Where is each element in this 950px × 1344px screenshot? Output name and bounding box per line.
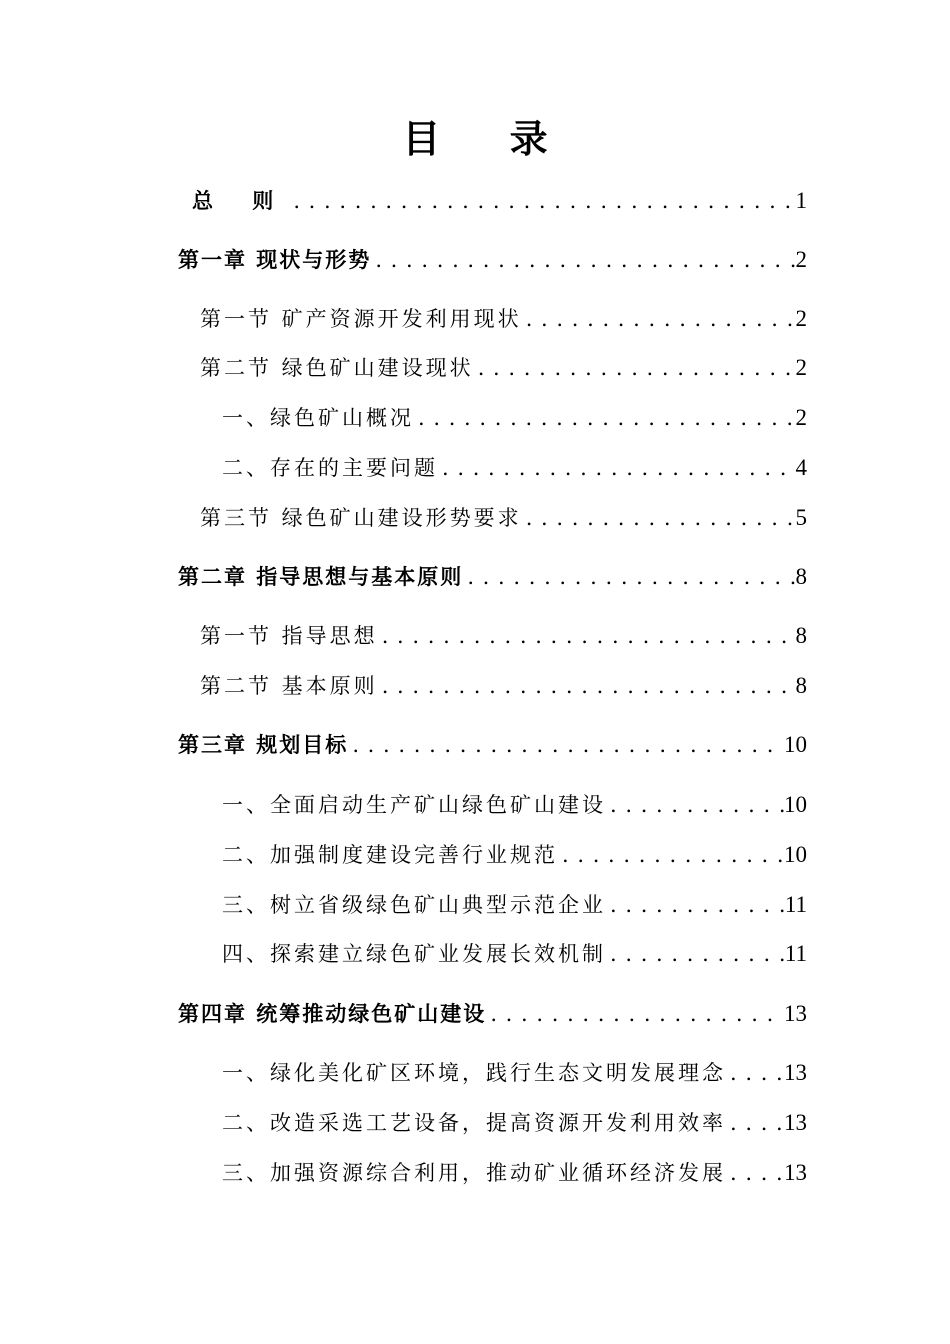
toc-entry-label: 二、改造采选工艺设备，提高资源开发利用效率 <box>222 1111 726 1135</box>
toc-entry-label: 一、绿化美化矿区环境，践行生态文明发展理念 <box>222 1061 726 1085</box>
toc-leader-dots <box>378 619 796 653</box>
toc-entry-page: 2 <box>795 405 807 430</box>
toc-entry-general[interactable] <box>192 184 807 218</box>
toc-entry-label: 第四章 统筹推动绿色矿山建设 <box>178 1001 487 1026</box>
toc-leader-dots <box>348 728 784 762</box>
toc-leader-dots <box>726 1106 784 1140</box>
toc-entry-page: 10 <box>784 842 807 867</box>
toc-leader-dots <box>522 501 796 535</box>
toc-entry-chapter-2[interactable] <box>178 560 807 594</box>
toc-entry-label: 四、探索建立绿色矿业发展长效机制 <box>222 942 606 966</box>
toc-entry-page: 8 <box>795 673 807 698</box>
toc-entry-label: 第二章 指导思想与基本原则 <box>178 564 464 589</box>
toc-entry-page: 10 <box>784 732 807 757</box>
toc-entry-page: 4 <box>795 455 807 480</box>
toc-entry-label: 三、加强资源综合利用，推动矿业循环经济发展 <box>222 1161 726 1185</box>
toc-leader-dots <box>558 838 784 872</box>
toc-entry-page: 11 <box>784 941 807 966</box>
toc-entry-label: 第二节 绿色矿山建设现状 <box>200 356 474 380</box>
toc-entry-label: 一、全面启动生产矿山绿色矿山建设 <box>222 793 606 817</box>
toc-entry-chapter-4[interactable] <box>178 997 807 1031</box>
toc-leader-dots <box>726 1056 784 1090</box>
toc-entry-section[interactable] <box>200 619 807 653</box>
toc-entry-page: 1 <box>795 188 807 213</box>
toc-entry-label: 第一节 指导思想 <box>200 624 378 648</box>
toc-entry-label: 第一章 现状与形势 <box>178 247 372 272</box>
toc-entry-page: 2 <box>795 355 807 380</box>
toc-entry-page: 10 <box>784 792 807 817</box>
toc-leader-dots <box>463 560 795 594</box>
toc-entry-page: 2 <box>795 306 807 331</box>
toc-entry-subsection[interactable] <box>222 838 807 872</box>
toc-leader-dots <box>289 184 795 218</box>
toc-entry-label: 总 则 <box>192 188 290 213</box>
toc-entry-subsection[interactable] <box>222 1106 807 1140</box>
toc-entry-label: 第一节 矿产资源开发利用现状 <box>200 307 522 331</box>
toc-entry-label: 一、绿色矿山概况 <box>222 406 414 430</box>
toc-entry-label: 三、树立省级绿色矿山典型示范企业 <box>222 893 606 917</box>
toc-leader-dots <box>378 669 796 703</box>
toc-entry-section[interactable] <box>200 669 807 703</box>
toc-entry-section[interactable] <box>200 501 807 535</box>
toc-entry-section[interactable] <box>200 351 807 385</box>
toc-entry-label: 二、存在的主要问题 <box>222 456 438 480</box>
toc-leader-dots <box>606 788 784 822</box>
toc-leader-dots <box>371 243 795 277</box>
toc-entry-page: 2 <box>795 247 807 272</box>
toc-title: 目 录 <box>402 116 576 161</box>
toc-entry-label: 二、加强制度建设完善行业规范 <box>222 843 558 867</box>
toc-leader-dots <box>522 302 796 336</box>
toc-leader-dots <box>438 451 796 485</box>
toc-entry-page: 13 <box>784 1110 807 1135</box>
toc-entry-subsection[interactable] <box>222 451 807 485</box>
toc-entry-subsection[interactable] <box>222 888 807 922</box>
toc-entry-page: 13 <box>784 1001 807 1026</box>
toc-entry-page: 8 <box>795 564 807 589</box>
toc-entry-subsection[interactable] <box>222 1156 807 1190</box>
toc-entry-page: 13 <box>784 1160 807 1185</box>
toc-leader-dots <box>414 401 796 435</box>
toc-entry-chapter-1[interactable] <box>178 243 807 277</box>
toc-entry-page: 5 <box>795 505 807 530</box>
toc-entry-subsection[interactable] <box>222 937 807 971</box>
toc-leader-dots <box>474 351 796 385</box>
toc-entry-page: 11 <box>784 892 807 917</box>
toc-leader-dots <box>606 888 785 922</box>
toc-entry-subsection[interactable] <box>222 1056 807 1090</box>
toc-leader-dots <box>726 1156 784 1190</box>
toc-entry-label: 第三章 规划目标 <box>178 732 349 757</box>
toc-leader-dots <box>486 997 784 1031</box>
toc-entry-subsection[interactable] <box>222 401 807 435</box>
toc-leader-dots <box>606 937 785 971</box>
toc-entry-label: 第二节 基本原则 <box>200 674 378 698</box>
toc-entry-page: 13 <box>784 1060 807 1085</box>
toc-entry-page: 8 <box>795 623 807 648</box>
toc-entry-chapter-3[interactable] <box>178 728 807 762</box>
toc-entry-label: 第三节 绿色矿山建设形势要求 <box>200 506 522 530</box>
toc-entry-section[interactable] <box>200 302 807 336</box>
toc-entry-subsection[interactable] <box>222 788 807 822</box>
